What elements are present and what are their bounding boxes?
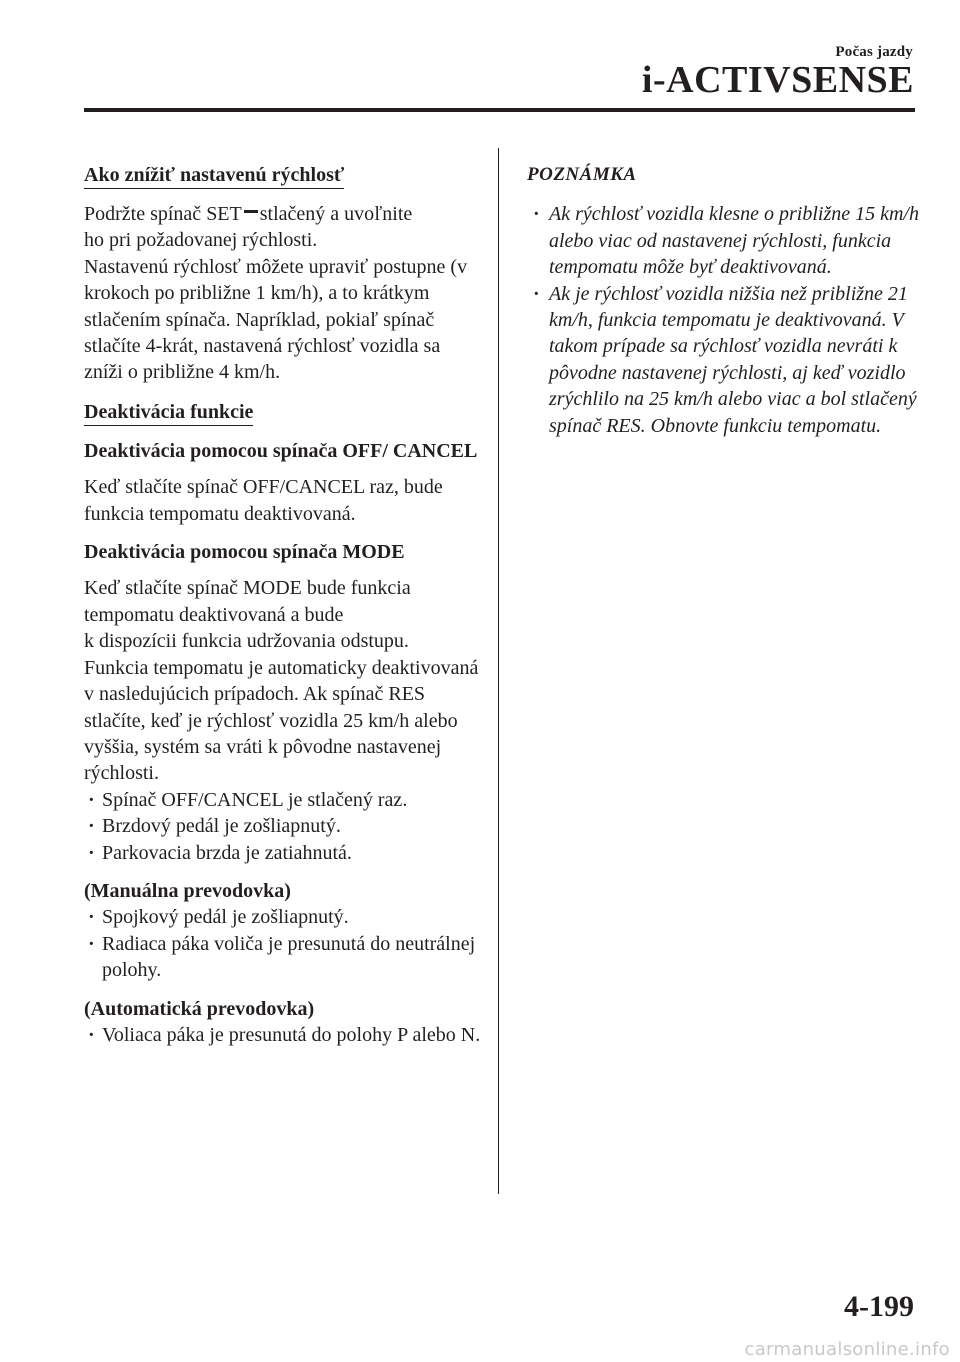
header-section-label: Počas jazdy <box>835 44 913 60</box>
note-title: POZNÁMKA <box>527 164 637 185</box>
note-list <box>527 201 922 439</box>
heading-reduce-speed: Ako znížiť nastavenú rýchlosť <box>84 164 344 189</box>
list-item: · Spojkový pedál je zošliapnutý. <box>84 904 484 930</box>
heading-deactivation: Deaktivácia funkcie <box>84 401 253 426</box>
header-rule <box>84 108 915 112</box>
paragraph-adjust-speed: Nastavenú rýchlosť môžete upraviť postupne (v krokoch po približne 1 km/h), a to krátkym stlačením spínača. Napríklad, pokiaľ spínač stlačíte 4-krát, nastavená rýchlosť vozidla sa zníži o približne 4 km/h. <box>84 255 468 384</box>
heading-automatic-transmission: (Automatická prevodovka) <box>84 997 315 1020</box>
list-item: · Radiaca páka voliča je presunutá do neutrálnej polohy. <box>84 931 484 984</box>
left-column <box>84 162 484 1048</box>
right-column <box>527 162 922 439</box>
paragraph-mode-2: k dispozícii funkcia udržovania odstupu. <box>84 630 409 653</box>
list-item: · Spínač OFF/CANCEL je stlačený raz. <box>84 787 484 813</box>
text-hold-set: Podržte spínač SET <box>84 203 242 225</box>
paragraph-reduce-speed <box>84 201 484 254</box>
note-item: · Ak je rýchlosť vozidla nižšia než približne 21 km/h, funkcia tempomatu je deaktivovaná. V takom prípade sa rýchlosť vozidla nevráti k pôvodne nastavenej rýchlosti, aj keď vozidlo zrýchlilo na 25 km/h alebo viac a bol stlačený spínač RES. Obnovte funkciu tempomatu. <box>527 281 922 439</box>
list-item: · Voliaca páka je presunutá do polohy P alebo N. <box>84 1022 484 1048</box>
list-auto-conditions <box>84 1022 484 1048</box>
heading-mode-deactivation: Deaktivácia pomocou spínača MODE <box>84 541 405 564</box>
header-chapter-title: i-ACTIVSENSE <box>641 59 914 101</box>
list-item: · Parkovacia brzda je zatiahnutá. <box>84 840 484 866</box>
list-item: · Brzdový pedál je zošliapnutý. <box>84 813 484 839</box>
heading-offcancel-deactivation: Deaktivácia pomocou spínača OFF/ CANCEL <box>84 439 478 462</box>
watermark: carmanualsonline.info <box>744 1339 950 1360</box>
list-manual-conditions <box>84 904 484 983</box>
list-general-conditions <box>84 787 484 866</box>
heading-manual-transmission: (Manuálna prevodovka) <box>84 879 291 902</box>
paragraph-mode-1: Keď stlačíte spínač MODE bude funkcia tempomatu deaktivovaná a bude <box>84 577 411 626</box>
paragraph-mode-3: Funkcia tempomatu je automaticky deaktivovaná v nasledujúcich prípadoch. Ak spínač RES stlačíte, keď je rýchlosť vozidla 25 km/h alebo vyššia, systém sa vráti k pôvodne nastavenej rýchlosti. <box>84 656 479 785</box>
set-minus-symbol <box>244 210 258 213</box>
text-desired-speed: ho pri požadovanej rýchlosti. <box>84 229 318 252</box>
note-item: · Ak rýchlosť vozidla klesne o približne 15 km/h alebo viac od nastavenej rýchlosti, funkcia tempomatu môže byť deaktivovaná. <box>527 201 922 280</box>
column-divider <box>498 148 499 1194</box>
paragraph-offcancel: Keď stlačíte spínač OFF/CANCEL raz, bude funkcia tempomatu deaktivovaná. <box>84 476 443 525</box>
page-number: 4-199 <box>844 1290 914 1323</box>
text-pressed-release: stlačený a uvoľnite <box>259 203 413 225</box>
